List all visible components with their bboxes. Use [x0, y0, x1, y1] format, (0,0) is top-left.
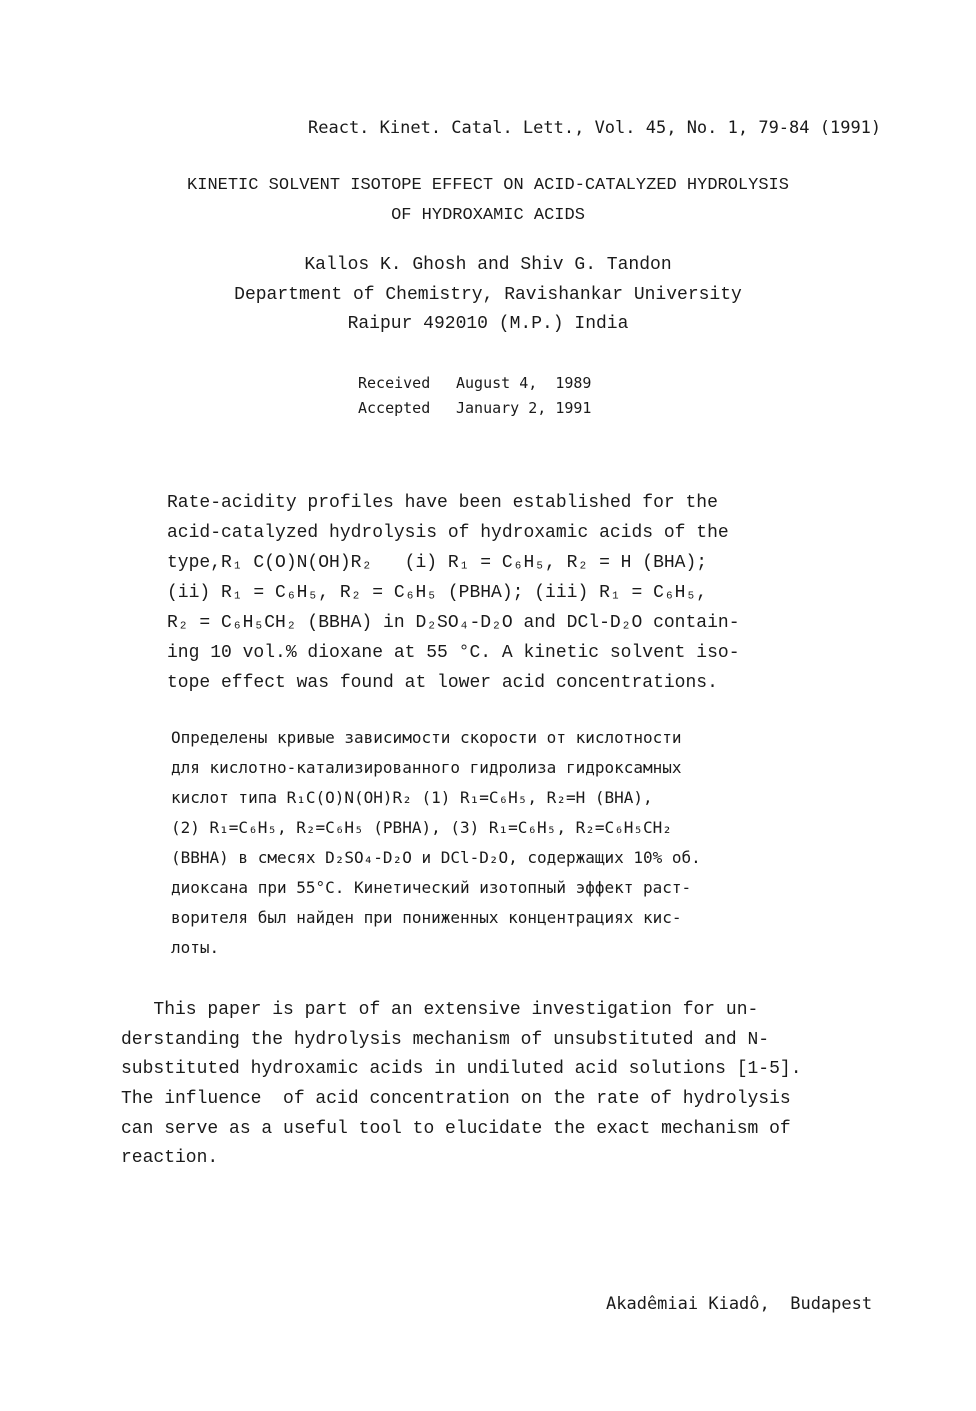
- abstract-ru-line: (BBHA) в смесях D₂SO₄-D₂O и DCl-D₂O, содержащих 10% об.: [171, 848, 701, 867]
- intro-line: reaction.: [121, 1148, 219, 1168]
- abstract-ru-line: диоксана при 55°C. Кинетический изотопный эффект раст-: [171, 878, 692, 897]
- publisher-footer: Akadêmiai Kiadô, Budapest: [606, 1294, 873, 1314]
- intro-line: derstanding the hydrolysis mechanism of unsubstituted and N-: [121, 1030, 770, 1050]
- abstract-en-line: acid-catalyzed hydrolysis of hydroxamic acids of the: [167, 523, 729, 543]
- abstract-en-line: type,R₁ C(O)N(OH)R₂ (i) R₁ = C₆H₅, R₂ = H (BHA);: [167, 553, 708, 573]
- abstract-ru-line: для кислотно-катализированного гидролиза гидроксамных: [171, 758, 682, 777]
- title-line-2: OF HYDROXAMIC ACIDS: [391, 206, 585, 225]
- abstract-en-line: (ii) R₁ = C₆H₅, R₂ = C₆H₅ (PBHA); (iii) R₁ = C₆H₅,: [167, 583, 708, 603]
- received-label: Received: [358, 374, 431, 392]
- accepted-date: January 2, 1991: [456, 399, 592, 417]
- abstract-ru-line: ворителя был найден при пониженных концентрациях кис-: [171, 908, 682, 927]
- title-line-1: KINETIC SOLVENT ISOTOPE EFFECT ON ACID-CATALYZED HYDROLYSIS: [187, 176, 789, 195]
- address: Raipur 492010 (M.P.) India: [347, 314, 629, 334]
- abstract-en-line: Rate-acidity profiles have been established for the: [167, 493, 718, 513]
- intro-line: substituted hydroxamic acids in undiluted acid solutions [1-5].: [121, 1059, 802, 1079]
- received-date: August 4, 1989: [456, 374, 592, 392]
- intro-line: can serve as a useful tool to elucidate the exact mechanism of: [121, 1119, 791, 1139]
- intro-line: The influence of acid concentration on the rate of hydrolysis: [121, 1089, 791, 1109]
- authors: Kallos K. Ghosh and Shiv G. Tandon: [304, 255, 672, 275]
- abstract-en-line: R₂ = C₆H₅CH₂ (BBHA) in D₂SO₄-D₂O and DCl-D₂O contain-: [167, 613, 740, 633]
- abstract-ru-line: (2) R₁=C₆H₅, R₂=C₆H₅ (PBHA), (3) R₁=C₆H₅, R₂=C₆H₅CH₂: [171, 818, 672, 837]
- accepted-label: Accepted: [358, 399, 431, 417]
- abstract-en-line: tope effect was found at lower acid concentrations.: [167, 673, 718, 693]
- abstract-en-line: ing 10 vol.% dioxane at 55 °C. A kinetic solvent iso-: [167, 643, 740, 663]
- abstract-ru-line: Определены кривые зависимости скорости от кислотности: [171, 728, 682, 747]
- abstract-ru-line: лоты.: [171, 938, 220, 957]
- intro-line: This paper is part of an extensive investigation for un-: [121, 1000, 759, 1020]
- citation-header: React. Kinet. Catal. Lett., Vol. 45, No. 1, 79-84 (1991): [308, 118, 882, 138]
- abstract-ru-line: кислот типа R₁C(O)N(OH)R₂ (1) R₁=C₆H₅, R₂=H (BHA),: [171, 788, 653, 807]
- department: Department of Chemistry, Ravishankar University: [234, 285, 742, 305]
